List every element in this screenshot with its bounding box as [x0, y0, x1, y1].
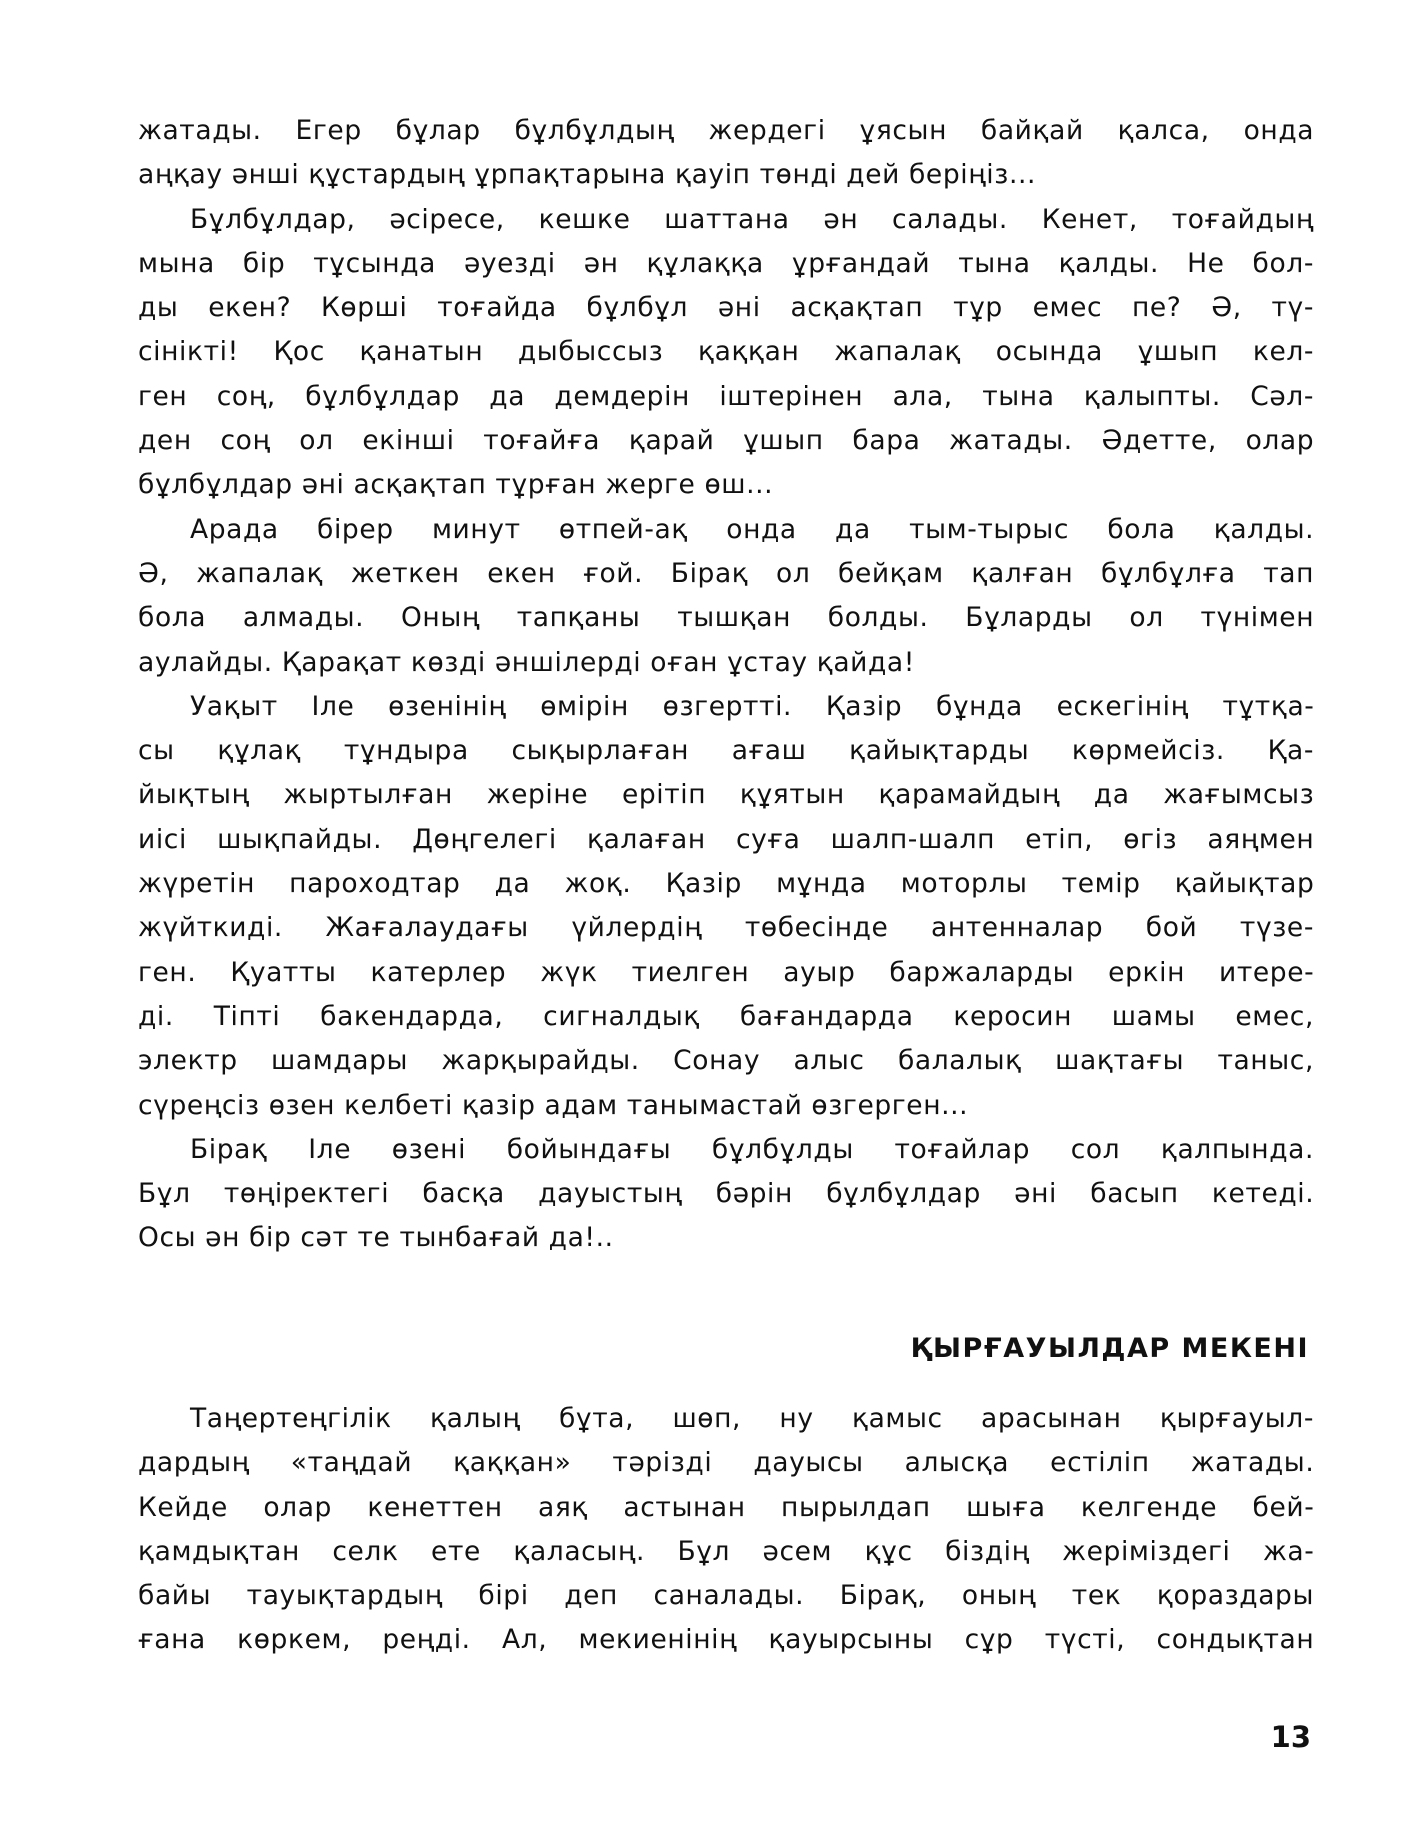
text-line: ген соң, бұлбұлдар да демдерін іштерінен ала, тына қалыпты. Сәл-: [138, 380, 1314, 412]
text-line: Таңертеңгілік қалың бұта, шөп, ну қамыс арасынан қырғауыл-: [190, 1403, 1314, 1434]
text-line: йықтың жыртылған жеріне ерітіп құятын қарамайдың да жағымсыз: [138, 779, 1315, 811]
text-line: бола алмады. Оның тапқаны тышқан болды. Бұларды ол түнімен: [138, 602, 1315, 634]
text-line: ғана көркем, реңді. Ал, мекиенінің қауырсыны сұр түсті, сондықтан: [138, 1624, 1315, 1656]
text-section-pheasants: [138, 1397, 1314, 1663]
text-line: электр шамдары жарқырайды. Сонау алыс балалық шақтағы таныс,: [138, 1045, 1314, 1077]
text-line: ден соң ол екінші тоғайға қарай ұшып бара жатады. Әдетте, олар: [138, 425, 1315, 457]
text-line: жүретін пароходтар да жоқ. Қазір мұнда моторлы темір қайықтар: [138, 868, 1315, 900]
page-number: 13: [1270, 1720, 1311, 1754]
text-line: Бірақ Іле өзені бойындағы бұлбұлды тоғайлар сол қалпында.: [190, 1133, 1314, 1165]
text-line: ді. Тіпті бакендарда, сигналдық бағандарда керосин шамы емес,: [138, 1000, 1314, 1032]
text-line: Ә, жапалақ жеткен екен ғой. Бірақ ол бейқам қалған бұлбұлға тап: [138, 557, 1314, 589]
text-line: иісі шықпайды. Дөңгелегі қалаған суға шалп-шалп етіп, өгіз аяңмен: [138, 823, 1315, 855]
text-line: жүйткиді. Жағалаудағы үйлердің төбесінде антенналар бой түзе-: [138, 912, 1314, 944]
text-line: аңқау әнші құстардың ұрпақтарына қауіп төнді дей беріңіз...: [138, 159, 1037, 191]
text-line: сүреңсіз өзен келбеті қазір адам танымастай өзгерген...: [138, 1089, 969, 1121]
text-line: ды екен? Көрші тоғайда бұлбұл әні асқақтап тұр емес пе? Ә, тү-: [138, 292, 1314, 324]
text-line: ген. Қуатты катерлер жүк тиелген ауыр баржаларды еркін итере-: [138, 956, 1315, 988]
text-line: бұлбұлдар әні асқақтап тұрған жерге өш...: [138, 469, 774, 501]
text-line: Арада бірер минут өтпей-ақ онда да тым-тырыс бола қалды.: [190, 513, 1315, 545]
text-line: байы тауықтардың бірі деп саналады. Бірақ, оның тек қораздары: [138, 1580, 1314, 1612]
text-line: қамдықтан селк ете қаласың. Бұл әсем құс біздің жеріміздегі жа-: [138, 1535, 1315, 1567]
text-line: дардың «таңдай қаққан» тәрізді дауысы алысқа естіліп жатады.: [138, 1447, 1315, 1479]
text-line: жатады. Егер бұлар бұлбұлдың жердегі ұясын байқай қалса, онда: [138, 115, 1315, 146]
section-heading: ҚЫРҒАУЫЛДАР МЕКЕНІ: [910, 1333, 1309, 1364]
text-line: аулайды. Қарақат көзді әншілерді оған ұстау қайда!: [138, 646, 915, 678]
text-line: Осы ән бір сәт те тынбағай да!..: [138, 1222, 614, 1254]
text-line: Бұлбұлдар, әсіресе, кешке шаттана ән салады. Кенет, тоғайдың: [190, 203, 1314, 235]
text-line: Уақыт Іле өзенінің өмірін өзгертті. Қазір бұнда ескегінің тұтқа-: [190, 690, 1315, 722]
text-line: Бұл төңіректегі басқа дауыстың бәрін бұлбұлдар әні басып кетеді.: [138, 1178, 1315, 1210]
text-line: мына бір тұсында әуезді ән құлаққа ұрғандай тына қалды. Не бол-: [138, 247, 1314, 279]
text-line: сы құлақ тұндыра сықырлаған ағаш қайықтарды көрмейсіз. Қа-: [138, 735, 1314, 767]
text-line: сінікті! Қос қанатын дыбыссыз қаққан жапалақ осында ұшып кел-: [138, 336, 1315, 368]
text-line: Кейде олар кенеттен аяқ астынан пырылдап шыға келгенде бей-: [138, 1491, 1315, 1523]
text-section-nightingales: [138, 109, 1314, 1261]
